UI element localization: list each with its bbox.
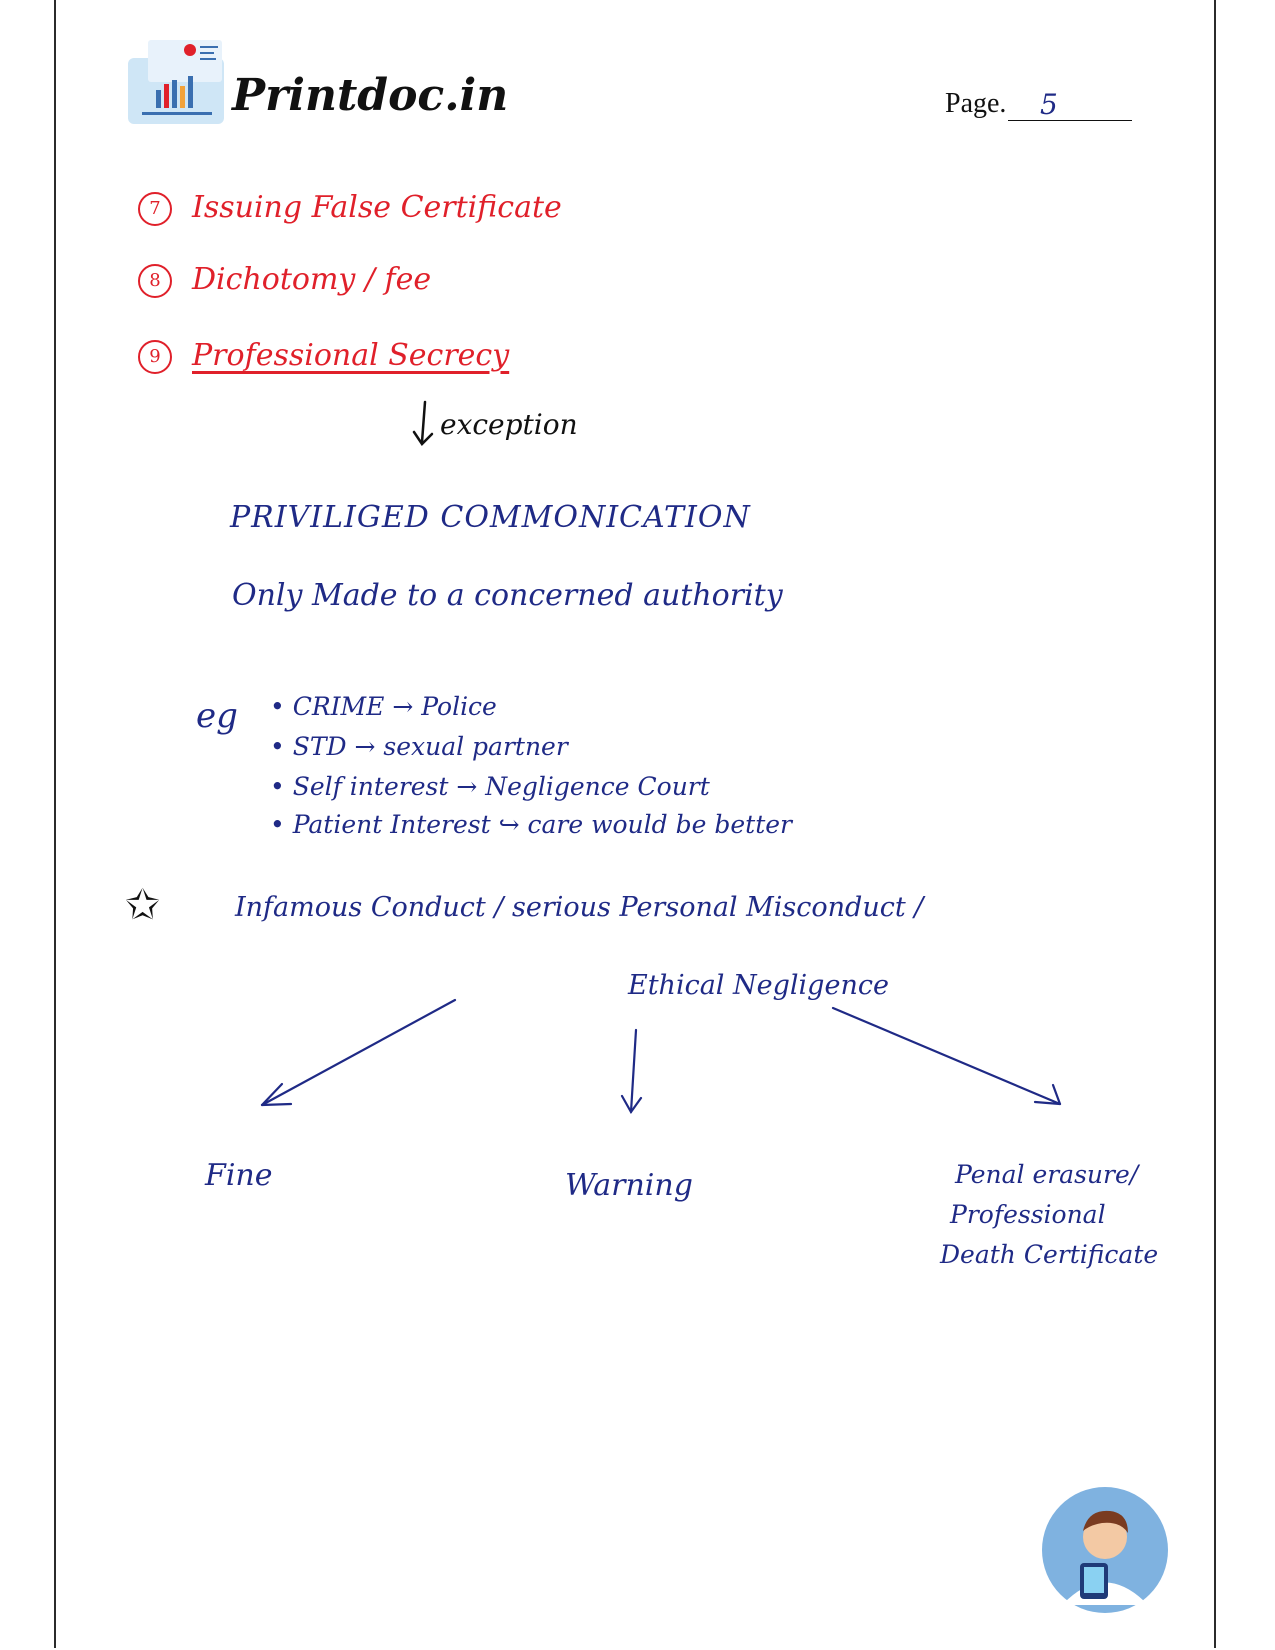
item-number: 8 bbox=[138, 264, 172, 298]
item-number: 7 bbox=[138, 192, 172, 226]
example-line: • CRIME → Police bbox=[270, 692, 497, 721]
outcome-fine: Fine bbox=[205, 1158, 273, 1193]
example-line: • Patient Interest ↪ care would be better bbox=[270, 810, 792, 839]
arrow-right-icon bbox=[833, 1008, 1060, 1104]
privileged-subtitle: Only Made to a concerned authority bbox=[232, 578, 783, 613]
outcome-warning: Warning bbox=[565, 1168, 693, 1203]
page-label: Page. bbox=[945, 88, 1007, 119]
brand-name: Printdoc.in bbox=[232, 70, 509, 121]
star-icon: ✩ bbox=[125, 880, 161, 929]
item-text: Dichotomy / fee bbox=[192, 262, 432, 297]
conduct-line-1: Infamous Conduct / serious Personal Misconduct / bbox=[235, 892, 924, 923]
arrow-left-icon bbox=[262, 1000, 455, 1105]
outcome-right-line: Professional bbox=[950, 1200, 1106, 1229]
exception-label: exception bbox=[440, 408, 578, 441]
page-number: 5 bbox=[1040, 88, 1058, 121]
item-text: Professional Secrecy bbox=[192, 338, 510, 373]
item-number: 9 bbox=[138, 340, 172, 374]
doctor-avatar-icon bbox=[1040, 1485, 1170, 1615]
arrow-down-icon bbox=[631, 1030, 636, 1112]
conduct-line-2: Ethical Negligence bbox=[628, 970, 889, 1001]
item-text: Issuing False Certificate bbox=[192, 190, 562, 225]
outcome-right-line: Death Certificate bbox=[940, 1240, 1159, 1269]
example-line: • Self interest → Negligence Court bbox=[270, 772, 710, 801]
privileged-title: PRIVILIGED COMMONICATION bbox=[230, 500, 751, 535]
example-marker: eg bbox=[196, 696, 238, 736]
outcome-right-line: Penal erasure/ bbox=[955, 1160, 1139, 1189]
example-line: • STD → sexual partner bbox=[270, 732, 568, 761]
